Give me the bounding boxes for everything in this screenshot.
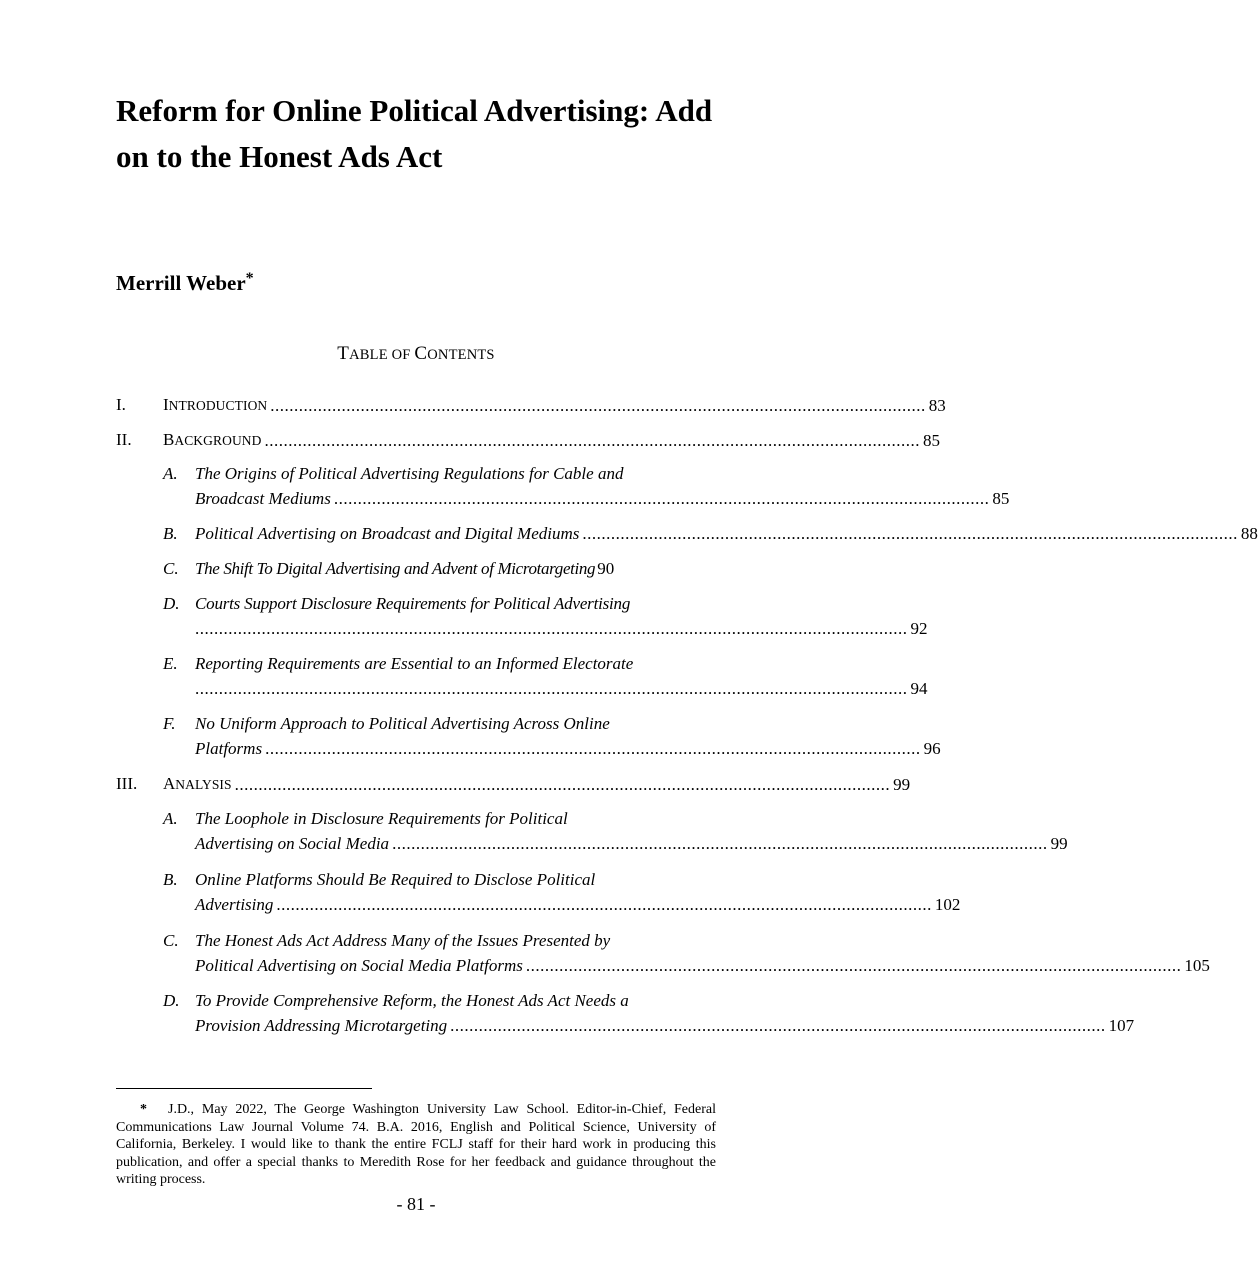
toc-leader-dots: .......................................................................................................................................... (270, 396, 926, 415)
toc-leader-dots: .......................................................................................................................................... (265, 739, 921, 758)
toc-subsection-letter: D. (163, 594, 180, 613)
toc-section-label: BACKGROUND (163, 430, 262, 449)
toc-subsection-title: Platforms (195, 739, 263, 758)
toc-subsection-title: No Uniform Approach to Political Advertising Across Online (195, 714, 610, 733)
author-footnote-mark[interactable]: * (245, 270, 254, 287)
toc-leader-dots: .......................................................................................................................................... (582, 524, 1238, 543)
toc-subsection-title: The Honest Ads Act Address Many of the Issues Presented by (195, 931, 611, 950)
footnote-separator (116, 1088, 372, 1089)
toc-leader-dots: .......................................................................................................................................... (264, 431, 920, 450)
toc-subsection-letter: D. (163, 991, 180, 1010)
toc-page-number: 94 (910, 679, 928, 698)
toc-page-number: 85 (992, 489, 1010, 508)
toc-subsection-title: Advertising on Social Media (195, 834, 390, 853)
toc-page-number: 96 (923, 739, 941, 758)
toc-subsection-title: Advertising (195, 895, 274, 914)
toc-subsection-title: Provision Addressing Microtargeting (195, 1016, 448, 1035)
toc-section-label: ANALYSIS (163, 774, 232, 793)
toc-page-number: 88 (1240, 524, 1258, 543)
toc-subsection-letter: B. (163, 524, 178, 543)
article-title: Reform for Online Political Advertising: Add on to the Honest Ads Act (116, 93, 713, 174)
toc-leader-dots: .......................................................................................................................................... (392, 834, 1048, 853)
footnote-mark: * (140, 1102, 147, 1117)
toc-page-number: 105 (1184, 956, 1210, 975)
toc-page-number: 99 (1050, 834, 1068, 853)
toc-leader-dots: ...................................................................................................................................................... (195, 619, 908, 638)
toc-subsection-letter: C. (163, 931, 179, 950)
toc-subsection-title: Political Advertising on Social Media Platforms (195, 956, 523, 975)
toc-subsection-title: Political Advertising on Broadcast and Digital Mediums (195, 524, 580, 543)
page-number: - 81 - (396, 1194, 436, 1214)
toc-subsection-title: To Provide Comprehensive Reform, the Honest Ads Act Needs a (195, 991, 629, 1010)
toc-subsection-letter: A. (163, 809, 178, 828)
toc-subsection-title: Reporting Requirements are Essential to an Informed Electorate (195, 654, 634, 673)
toc-subsection-letter: C. (163, 559, 179, 578)
toc-page-number: 85 (923, 431, 940, 450)
toc-section-number: I. (116, 395, 126, 414)
toc-page-number: 90 (597, 559, 615, 578)
author-name-text: Merrill Weber (116, 271, 246, 295)
toc-section-number: III. (116, 774, 138, 793)
toc-page-number: 99 (893, 775, 911, 794)
toc-subsection-title: The Shift To Digital Advertising and Advent of Microtargeting (195, 559, 596, 578)
toc-page-number: 83 (928, 396, 946, 415)
toc-section-number: II. (116, 430, 132, 449)
toc-page-number: 107 (1108, 1016, 1135, 1035)
toc-subsection-letter: E. (163, 654, 178, 673)
toc-page-number: 102 (934, 895, 961, 914)
toc-subsection-title: Broadcast Mediums (195, 489, 331, 508)
toc-leader-dots: .......................................................................................................................................... (333, 489, 990, 508)
toc-subsection-letter: A. (163, 464, 178, 483)
toc-page-number: 92 (910, 619, 928, 638)
toc-leader-dots: .......................................................................................................................................... (276, 895, 932, 914)
footnote-text: J.D., May 2022, The George Washington University Law School. Editor-in-Chief, Federal Communications Law Journal Volume 74. B.A. 2016, English and Political Science, University of California, Berkeley. I would like to thank the entire FCLJ staff for their hard work in producing this publication, and offer a special thanks to Meredith Rose for her feedback and guidance throughout the writing process. (116, 1102, 716, 1187)
toc-leader-dots: .......................................................................................................................................... (525, 956, 1182, 975)
toc-leader-dots: .......................................................................................................................................... (234, 775, 891, 794)
toc-section-label: INTRODUCTION (163, 395, 268, 414)
toc-subsection-letter: F. (163, 714, 176, 733)
toc-subsection-title: The Loophole in Disclosure Requirements for Political (195, 809, 568, 828)
toc-subsection-letter: B. (163, 870, 178, 889)
toc-subsection-title: Online Platforms Should Be Required to Disclose Political (195, 870, 596, 889)
author-name (116, 268, 254, 298)
toc-leader-dots: ...................................................................................................................................................... (195, 679, 908, 698)
toc-subsection-title: Courts Support Disclosure Requirements for Political Advertising (195, 594, 631, 613)
toc-leader-dots: .......................................................................................................................................... (450, 1016, 1106, 1035)
footnote (116, 1101, 716, 1189)
toc-subsection-title: The Origins of Political Advertising Regulations for Cable and (195, 464, 624, 483)
toc-heading: TABLE OF CONTENTS (337, 343, 495, 364)
